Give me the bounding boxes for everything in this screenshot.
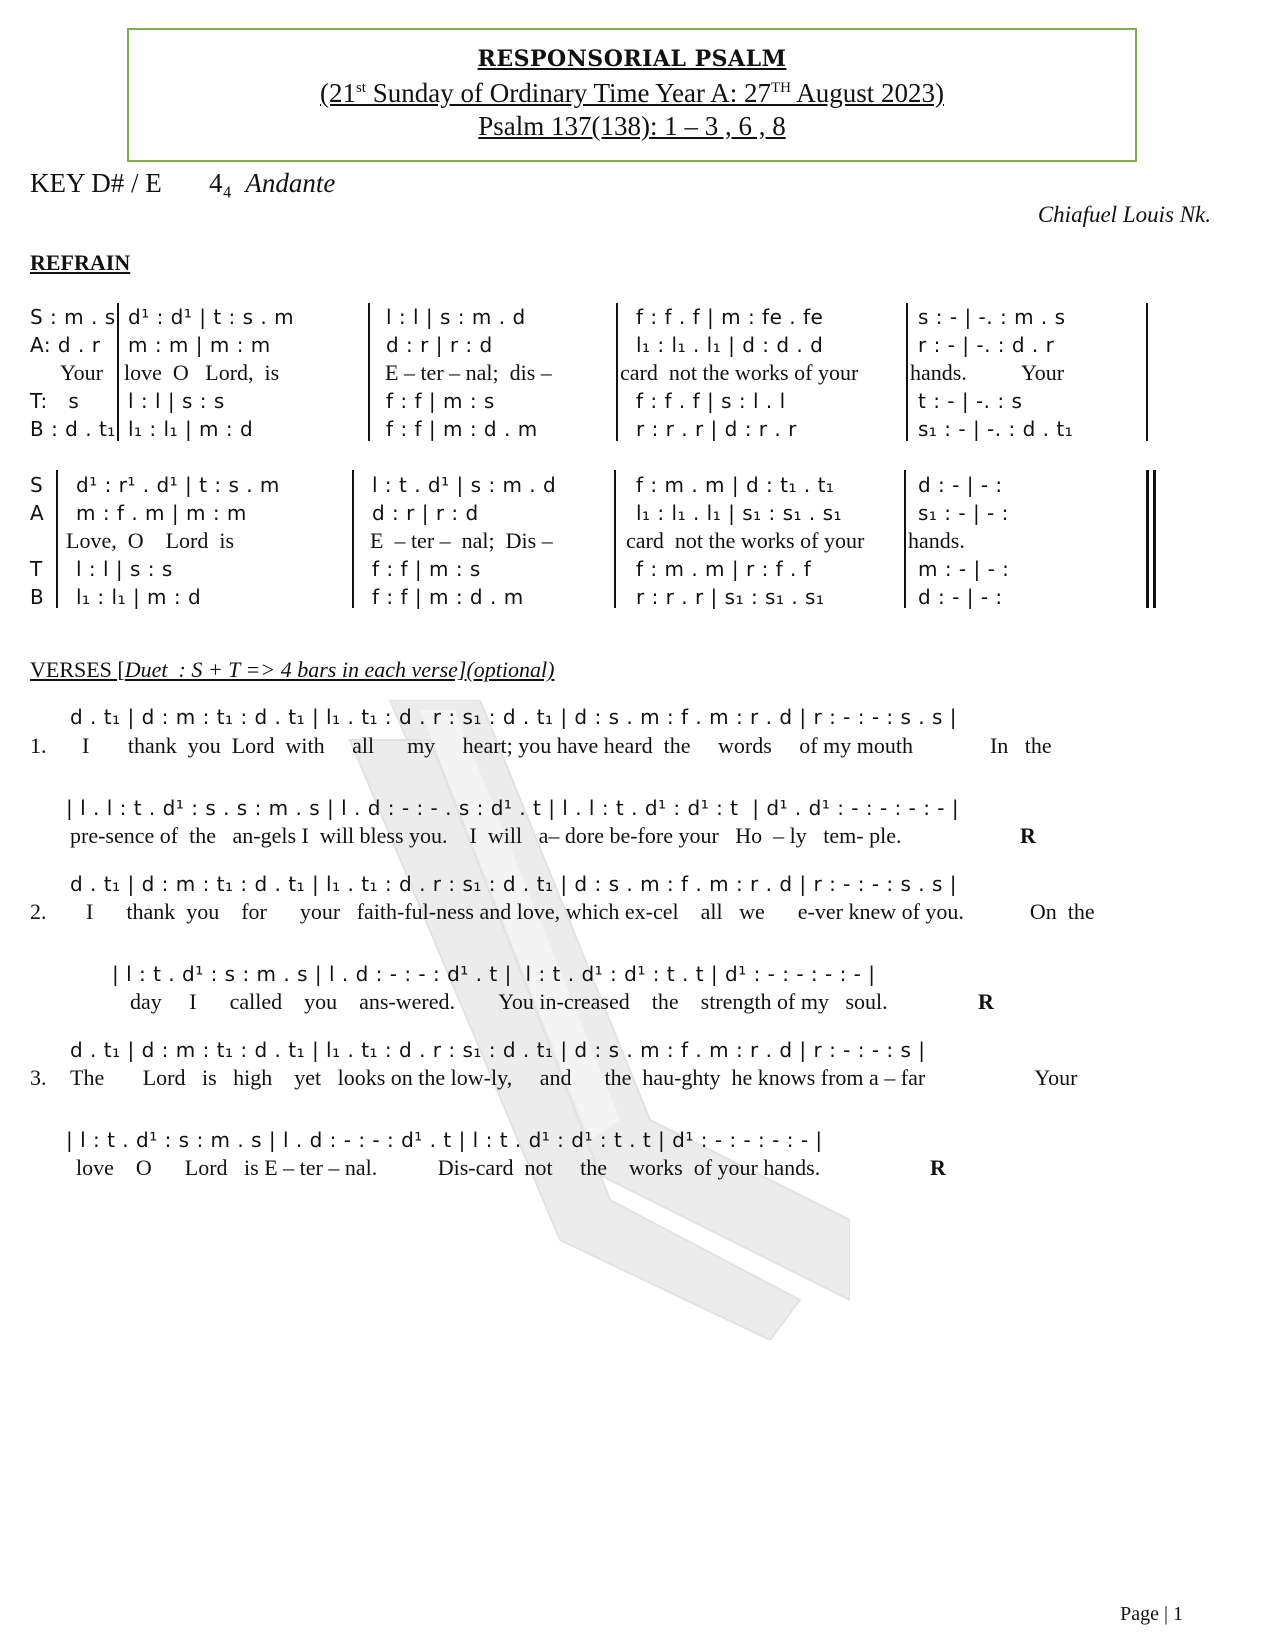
refrain1-lyric-bar3: card not the works of your bbox=[620, 360, 859, 385]
refrain1-soprano-bar2: l : l | s : m . d bbox=[386, 305, 526, 329]
verse1-lyric-line2: pre-sence of the an-gels I will bless you. I will a– dore be-fore your Ho – ly tem- ple. bbox=[70, 823, 902, 848]
refrain2-bass-bar3: r : r . r | s₁ : s₁ . s₁ bbox=[636, 585, 825, 609]
verse2-refrain-marker: R bbox=[978, 989, 994, 1014]
refrain1-lyric-lead: Your bbox=[60, 360, 104, 385]
refrain2-alto-lead: A bbox=[30, 501, 45, 525]
refrain1-lyric-bar2: E – ter – nal; dis – bbox=[385, 360, 552, 385]
occasion-line: (21st Sunday of Ordinary Time Year A: 27TH August 2023) bbox=[319, 78, 945, 108]
refrain2-lyric-bar2: E – ter – nal; Dis – bbox=[370, 528, 553, 553]
verse1-number: 1. bbox=[30, 733, 47, 758]
verse3-number: 3. bbox=[30, 1065, 47, 1090]
refrain1-alto-bar1: m : m | m : m bbox=[128, 333, 271, 357]
verse3-solfa-line2: | l : t . d¹ : s : m . s | l . d : - : - : d¹ . t | l : t . d¹ : d¹ : t . t | d¹ : - : - : - : - | bbox=[66, 1128, 823, 1152]
verse2-lyric-line1: I thank you for your faith-ful-ness and love, which ex-cel all we e-ver knew of you. On the bbox=[86, 899, 1095, 924]
psalm-reference: Psalm 137(138): 1 – 3 , 6 , 8 bbox=[478, 111, 786, 141]
verse2-lyric-line2: day I called you ans-wered. You in-creased the strength of my soul. bbox=[130, 989, 888, 1014]
time-signature: 4₄ bbox=[208, 168, 232, 198]
refrain2-alto-bar3: l₁ : l₁ . l₁ | s₁ : s₁ . s₁ bbox=[636, 501, 843, 525]
refrain2-lyric-bar4: hands. bbox=[908, 528, 965, 553]
refrain1-alto-lead: A: d . r bbox=[30, 333, 101, 357]
refrain2-soprano-bar3: f : m . m | d : t₁ . t₁ bbox=[636, 473, 835, 497]
verse3-lyric-line1: The Lord is high yet looks on the low-ly, and the hau-ghty he knows from a – far Your bbox=[70, 1065, 1078, 1090]
refrain1-tenor-bar3: f : f . f | s : l . l bbox=[636, 389, 786, 413]
refrain2-lyric-bar3: card not the works of your bbox=[626, 528, 865, 553]
verse1-lyric-line1: I thank you Lord with all my heart; you have heard the words of my mouth In the bbox=[82, 733, 1052, 758]
refrain2-lyric-bar1: Love, O Lord is bbox=[66, 528, 235, 553]
refrain1-bass-bar1: l₁ : l₁ | m : d bbox=[128, 417, 254, 441]
refrain2-bass-lead: B bbox=[30, 585, 45, 609]
key-label: KEY D# / E bbox=[30, 168, 162, 198]
refrain1-tenor-lead: T: s bbox=[30, 389, 80, 413]
verses-heading: VERSES [Duet : S + T => 4 bars in each verse](optional) bbox=[30, 657, 555, 682]
verse2-number: 2. bbox=[30, 899, 47, 924]
refrain2-tenor-lead: T bbox=[30, 557, 43, 581]
verse3-refrain-marker: R bbox=[930, 1155, 946, 1180]
document-title: RESPONSORIAL PSALM bbox=[477, 46, 787, 72]
refrain1-bass-bar3: r : r . r | d : r . r bbox=[636, 417, 797, 441]
refrain1-tenor-bar2: f : f | m : s bbox=[386, 389, 495, 413]
composer-credit: Chiafuel Louis Nk. bbox=[1037, 202, 1211, 227]
refrain2-bass-bar1: l₁ : l₁ | m : d bbox=[76, 585, 202, 609]
refrain1-soprano-bar1: d¹ : d¹ | t : s . m bbox=[128, 305, 295, 329]
refrain2-alto-bar2: d : r | r : d bbox=[372, 501, 479, 525]
refrain1-lyric-bar1: love O Lord, is bbox=[124, 360, 280, 385]
refrain1-soprano-lead: S : m . s bbox=[30, 305, 116, 329]
refrain1-bass-bar2: f : f | m : d . m bbox=[386, 417, 538, 441]
refrain-heading: REFRAIN bbox=[30, 250, 131, 275]
refrain2-soprano-bar1: d¹ : r¹ . d¹ | t : s . m bbox=[76, 473, 280, 497]
verse1-refrain-marker: R bbox=[1020, 823, 1036, 848]
verse1-solfa-line1: d . t₁ | d : m : t₁ : d . t₁ | l₁ . t₁ : d . r : s₁ : d . t₁ | d : s . m : f . m : r . d | r : - : - : s . s | bbox=[70, 705, 958, 729]
refrain2-soprano-bar4: d : - | - : bbox=[918, 473, 1003, 497]
refrain1-soprano-bar4: s : - | -. : m . s bbox=[918, 305, 1066, 329]
refrain2-tenor-bar2: f : f | m : s bbox=[372, 557, 481, 581]
title-box bbox=[127, 28, 1137, 162]
refrain2-alto-bar4: s₁ : - | - : bbox=[918, 501, 1009, 525]
key-signature-line bbox=[30, 168, 335, 199]
verse2-solfa-line1: d . t₁ | d : m : t₁ : d . t₁ | l₁ . t₁ : d . r : s₁ : d . t₁ | d : s . m : f . m : r . d | r : - : - : s . s | bbox=[70, 872, 958, 896]
verse3-lyric-line2: love O Lord is E – ter – nal. Dis-card not the works of your hands. bbox=[76, 1155, 821, 1180]
refrain2-bass-bar2: f : f | m : d . m bbox=[372, 585, 524, 609]
tempo-marking: Andante bbox=[245, 168, 336, 198]
refrain1-bass-lead: B : d . t₁ bbox=[30, 417, 116, 441]
refrain1-tenor-bar4: t : - | -. : s bbox=[918, 389, 1023, 413]
refrain2-tenor-bar1: l : l | s : s bbox=[76, 557, 173, 581]
refrain2-alto-bar1: m : f . m | m : m bbox=[76, 501, 247, 525]
refrain2-tenor-bar3: f : m . m | r : f . f bbox=[636, 557, 812, 581]
verse3-solfa-line1: d . t₁ | d : m : t₁ : d . t₁ | l₁ . t₁ : d . r : s₁ : d . t₁ | d : s . m : f . m : r . d | r : - : - : s | bbox=[70, 1038, 926, 1062]
verse1-solfa-line2: | l . l : t . d¹ : s . s : m . s | l . d : - : - . s : d¹ . t | l . l : t . d¹ : d¹ : t | d¹ . d¹ : - : - : - : - | bbox=[66, 796, 960, 820]
verse2-solfa-line2: | l : t . d¹ : s : m . s | l . d : - : - : d¹ . t | l : t . d¹ : d¹ : t . t | d¹ : - : - : - : - | bbox=[112, 962, 876, 986]
refrain1-soprano-bar3: f : f . f | m : fe . fe bbox=[636, 305, 824, 329]
refrain2-soprano-lead: S bbox=[30, 473, 44, 497]
page-number: Page | 1 bbox=[1120, 1603, 1183, 1625]
refrain2-bass-bar4: d : - | - : bbox=[918, 585, 1003, 609]
refrain1-bass-bar4: s₁ : - | -. : d . t₁ bbox=[918, 417, 1074, 441]
refrain2-tenor-bar4: m : - | - : bbox=[918, 557, 1010, 581]
refrain1-lyric-bar4: hands. Your bbox=[910, 360, 1065, 385]
refrain1-alto-bar3: l₁ : l₁ . l₁ | d : d . d bbox=[636, 333, 824, 357]
refrain2-soprano-bar2: l : t . d¹ | s : m . d bbox=[372, 473, 557, 497]
refrain1-tenor-bar1: l : l | s : s bbox=[128, 389, 225, 413]
refrain1-alto-bar4: r : - | -. : d . r bbox=[918, 333, 1055, 357]
refrain1-alto-bar2: d : r | r : d bbox=[386, 333, 493, 357]
